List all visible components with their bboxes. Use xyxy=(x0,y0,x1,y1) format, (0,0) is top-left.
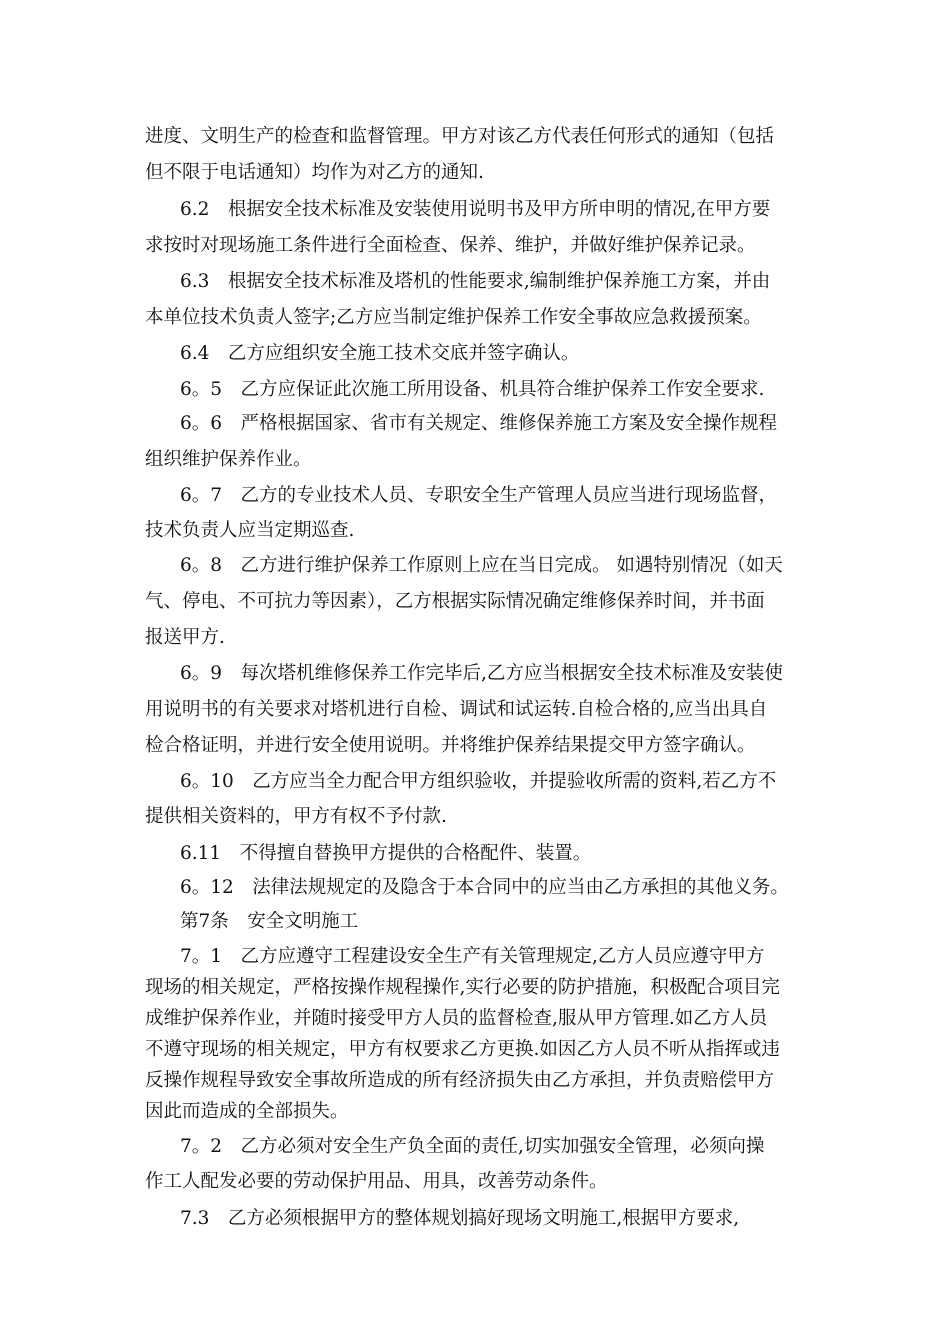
text-line: 但不限于电话通知）均作为对乙方的通知. xyxy=(145,162,484,183)
text-line: 进度、文明生产的检查和监督管理。甲方对该乙方代表任何形式的通知（包括 xyxy=(145,126,775,147)
text-line: 气、停电、不可抗力等因素），乙方根据实际情况确定维修保养时间，并书面 xyxy=(145,591,765,612)
text-line: 提供相关资料的，甲方有权不予付款. xyxy=(145,806,447,827)
text-line: 检合格证明，并进行安全使用说明。并将维护保养结果提交甲方签字确认。 xyxy=(145,735,756,756)
clause-6-12: 6。12 法律法规规定的及隐含于本合同中的应当由乙方承担的其他义务。 xyxy=(180,877,789,898)
clause-6-9: 6。9 每次塔机维修保养工作完毕后,乙方应当根据安全技术标准及安装使 xyxy=(180,663,783,684)
clause-6-10: 6。10 乙方应当全力配合甲方组织验收，并提验收所需的资料,若乙方不 xyxy=(180,771,777,792)
clause-6-8: 6。8 乙方进行维护保养工作原则上应在当日完成。 如遇特别情况（如天 xyxy=(180,555,783,576)
clause-7-2: 7。2 乙方必须对安全生产负全面的责任,切实加强安全管理，必须向操 xyxy=(180,1136,765,1157)
text-line: 技术负责人应当定期巡查. xyxy=(145,520,355,541)
clause-7-3: 7.3 乙方必须根据甲方的整体规划搞好现场文明施工,根据甲方要求, xyxy=(180,1208,740,1229)
section-heading-article-7: 第7条 安全文明施工 xyxy=(180,911,359,932)
clause-6-2: 6.2 根据安全技术标准及安装使用说明书及甲方所申明的情况,在甲方要 xyxy=(180,199,771,220)
text-line: 组织维护保养作业。 xyxy=(145,449,312,470)
clause-6-4: 6.4 乙方应组织安全施工技术交底并签字确认。 xyxy=(180,343,580,364)
text-line: 不遵守现场的相关规定，甲方有权要求乙方更换.如因乙方人员不听从指挥或违 xyxy=(145,1039,780,1060)
clause-6-3: 6.3 根据安全技术标准及塔机的性能要求,编制维护保养施工方案，并由 xyxy=(180,271,771,292)
text-line: 报送甲方. xyxy=(145,627,225,648)
text-line: 用说明书的有关要求对塔机进行自检、调试和试运转.自检合格的,应当出具自 xyxy=(145,699,768,720)
clause-7-1: 7。1 乙方应遵守工程建设安全生产有关管理规定,乙方人员应遵守甲方 xyxy=(180,946,765,967)
clause-6-7: 6。7 乙方的专业技术人员、专职安全生产管理人员应当进行现场监督， xyxy=(180,485,778,506)
clause-6-6: 6。6 严格根据国家、省市有关规定、维修保养施工方案及安全操作规程 xyxy=(180,413,778,434)
text-line: 本单位技术负责人签字;乙方应当制定维护保养工作安全事故应急救援预案。 xyxy=(145,307,762,328)
clause-6-11: 6.11 不得擅自替换甲方提供的合格配件、装置。 xyxy=(180,843,592,864)
text-line: 求按时对现场施工条件进行全面检查、保养、维护，并做好维护保养记录。 xyxy=(145,235,756,256)
text-line: 作工人配发必要的劳动保护用品、用具，改善劳动条件。 xyxy=(145,1171,608,1192)
text-line: 反操作规程导致安全事故所造成的所有经济损失由乙方承担，并负责赔偿甲方 xyxy=(145,1070,775,1091)
text-line: 现场的相关规定，严格按操作规程操作,实行必要的防护措施，积极配合项目完 xyxy=(145,977,780,998)
text-line: 因此而造成的全部损失。 xyxy=(145,1101,349,1122)
clause-6-5: 6。5 乙方应保证此次施工所用设备、机具符合维护保养工作安全要求. xyxy=(180,379,765,400)
text-line: 成维护保养作业，并随时接受甲方人员的监督检查,服从甲方管理.如乙方人员 xyxy=(145,1008,768,1029)
